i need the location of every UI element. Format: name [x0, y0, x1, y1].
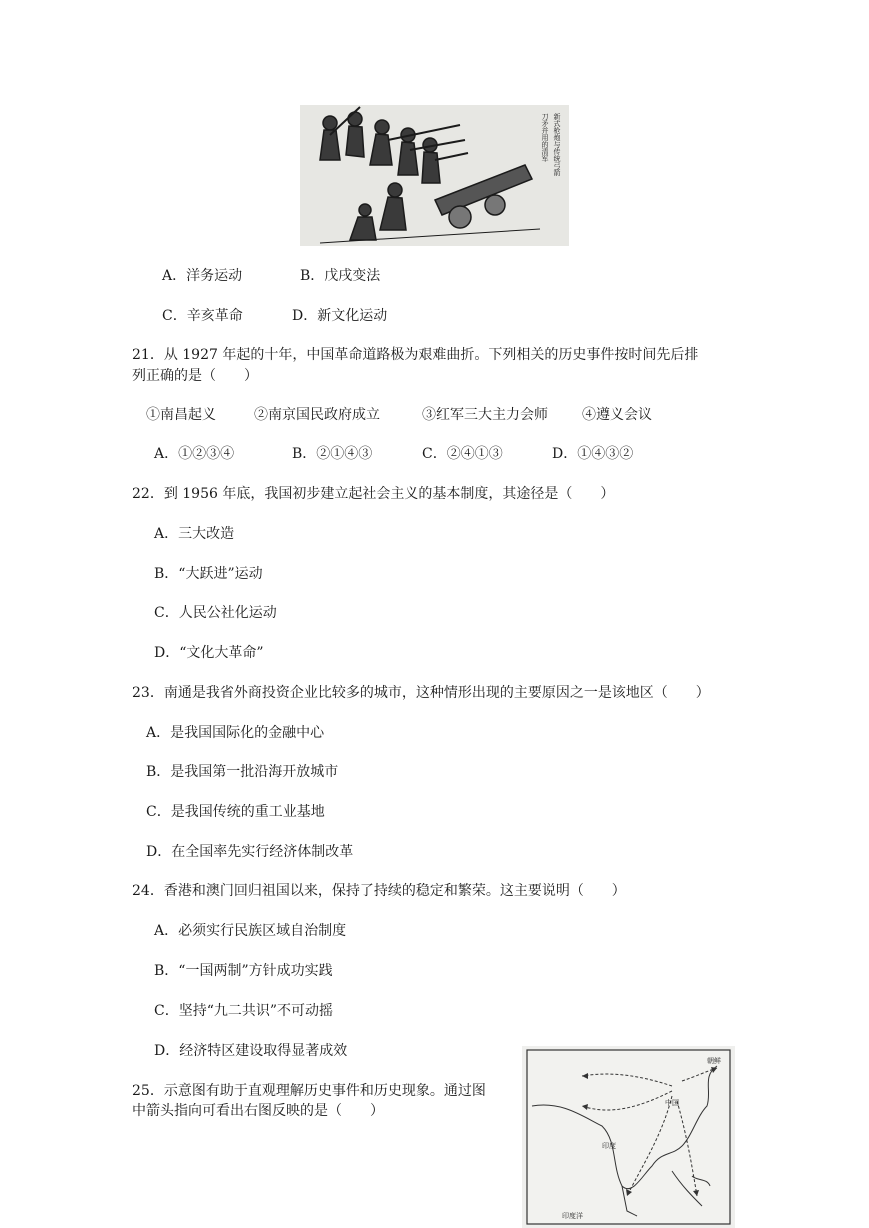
q22-option-b: B．“大跃进”运动 — [154, 566, 263, 582]
q24-option-d: D．经济特区建设取得显著成效 — [154, 1043, 348, 1059]
q21-option-b: B．②①④③ — [292, 446, 373, 462]
q21-stem-line2: 列正确的是（ ） — [132, 368, 258, 384]
q23-option-b: B．是我国第一批沿海开放城市 — [146, 764, 339, 780]
q21-event-2: ②南京国民政府成立 — [254, 407, 380, 423]
q22-option-d: D．“文化大革命” — [154, 645, 264, 661]
q24-stem: 24．香港和澳门回归祖国以来，保持了持续的稳定和繁荣。这主要说明（ ） — [132, 883, 626, 899]
q21-option-c: C．②④①③ — [422, 446, 503, 462]
map-label-india: 印度 — [602, 1142, 616, 1150]
map-label-china: 中国 — [665, 1099, 679, 1107]
map-label-ocean: 印度洋 — [562, 1212, 583, 1220]
q23-option-a: A．是我国国际化的金融中心 — [146, 725, 325, 741]
route-map-drawing — [522, 1046, 735, 1228]
q24-option-b: B．“一国两制”方针成功实践 — [154, 963, 333, 979]
q22-option-a: A．三大改造 — [154, 526, 235, 542]
q20-option-c: C．辛亥革命 — [162, 308, 243, 324]
q24-option-c: C．坚持“九二共识”不可动摇 — [154, 1003, 334, 1019]
q21-option-a: A．①②③④ — [154, 446, 235, 462]
q22-stem: 22．到 1956 年底，我国初步建立起社会主义的基本制度，其途径是（ ） — [132, 486, 615, 502]
q23-stem: 23．南通是我省外商投资企业比较多的城市，这种情形出现的主要原因之一是该地区（ ） — [132, 685, 710, 701]
qing-army-illustration — [300, 105, 569, 246]
q23-option-c: C．是我国传统的重工业基地 — [146, 804, 325, 820]
route-map — [522, 1046, 735, 1228]
q20-option-b: B．戊戌变法 — [300, 268, 381, 284]
q22-option-c: C．人民公社化运动 — [154, 605, 277, 621]
q25-stem-line1: 25．示意图有助于直观理解历史事件和历史现象。通过图 — [132, 1083, 486, 1099]
q20-option-d: D．新文化运动 — [292, 308, 388, 324]
map-label-korea: 朝鲜 — [707, 1057, 721, 1065]
q25-stem-line2: 中箭头指向可看出右图反映的是（ ） — [132, 1103, 384, 1119]
q21-event-4: ④遵义会议 — [582, 407, 652, 423]
q21-option-d: D．①④③② — [552, 446, 634, 462]
illustration-drawing — [300, 105, 569, 246]
illustration-caption-left: 刀矛并用的清军 — [541, 113, 549, 162]
illustration-caption-right: 新式枪炮与传统弓箭 — [553, 113, 561, 176]
q20-option-a: A．洋务运动 — [162, 268, 243, 284]
q24-option-a: A．必须实行民族区域自治制度 — [154, 923, 347, 939]
q21-stem-line1: 21．从 1927 年起的十年，中国革命道路极为艰难曲折。下列相关的历史事件按时间先后排 — [132, 347, 699, 363]
q23-option-d: D．在全国率先实行经济体制改革 — [146, 844, 354, 860]
q21-event-1: ①南昌起义 — [146, 407, 216, 423]
q21-event-3: ③红军三大主力会师 — [422, 407, 548, 423]
